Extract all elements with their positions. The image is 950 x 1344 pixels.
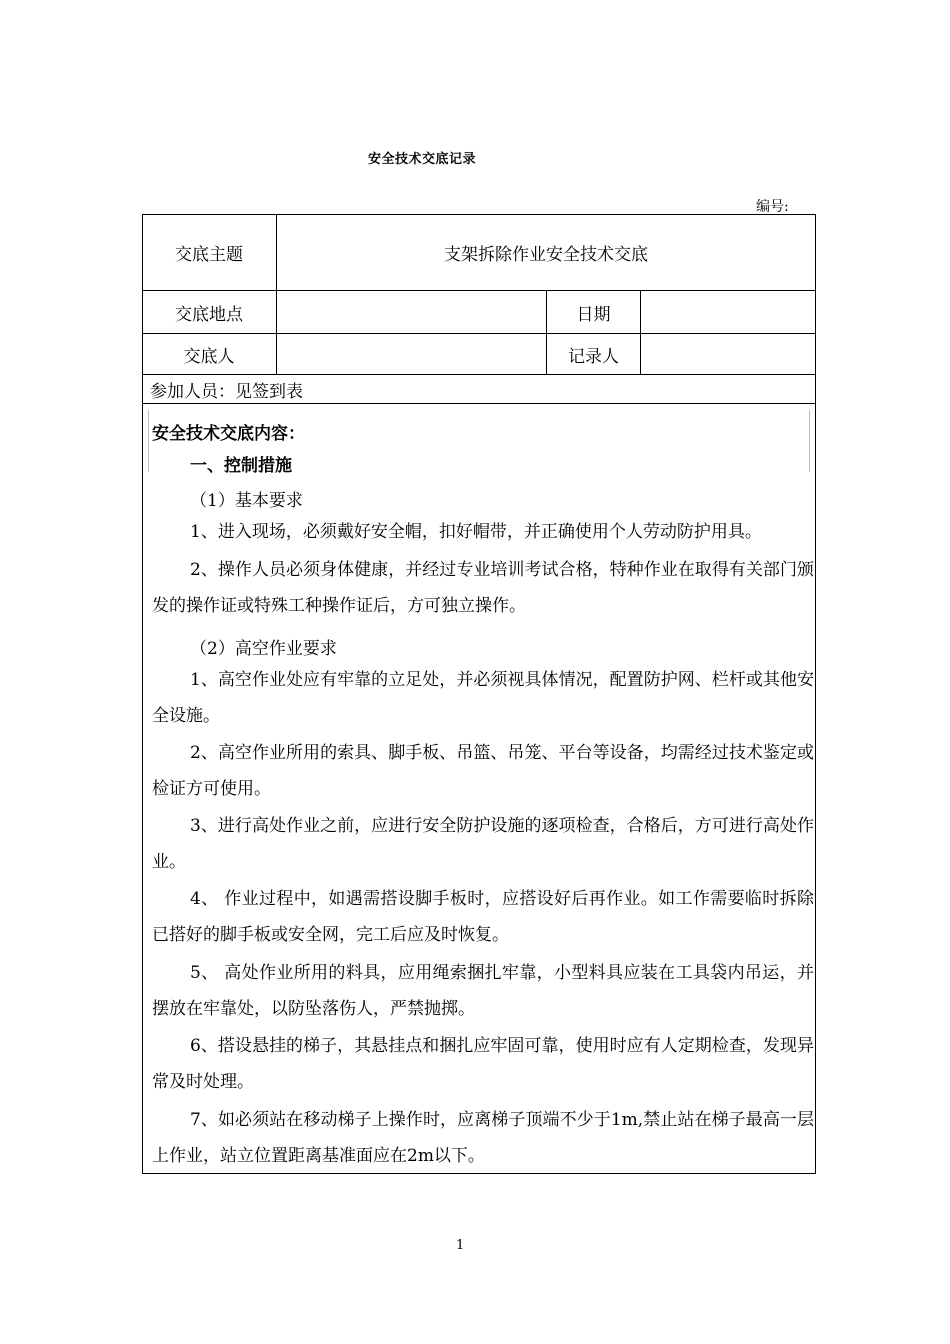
list-item: 5、 高处作业所用的料具，应用绳索捆扎牢靠，小型料具应装在工具袋内吊运，并摆放在牢靠处，以防坠落伤人，严禁抛掷。 — [152, 963, 814, 1019]
list-item: 3、进行高处作业之前，应进行安全防护设施的逐项检查，合格后，方可进行高处作业。 — [152, 816, 814, 872]
participants-line: 参加人员：见签到表 — [150, 381, 303, 402]
table-row-divider — [142, 403, 816, 404]
list-item: 2、高空作业所用的索具、脚手板、吊篮、吊笼、平台等设备，均需经过技术鉴定或检证方可使用。 — [152, 743, 814, 799]
list-item: 2、操作人员必须身体健康，并经过专业培训考试合格，特种作业在取得有关部门颁发的操作证或特殊工种操作证后，方可独立操作。 — [152, 560, 814, 616]
section-heading-control-measures: 一、控制措施 — [190, 456, 292, 476]
list-item: 1、进入现场，必须戴好安全帽，扣好帽带，并正确使用个人劳动防护用具。 — [190, 522, 762, 542]
recorder-value[interactable] — [641, 334, 815, 374]
subsection-high-altitude-requirements: （2）高空作业要求 — [190, 639, 337, 659]
document-title: 安全技术交底记录 — [368, 152, 477, 167]
document-number-label: 编号: — [756, 199, 789, 215]
location-value[interactable] — [277, 291, 546, 333]
list-item: 4、 作业过程中，如遇需搭设脚手板时，应搭设好后再作业。如工作需要临时拆除已搭好的脚手板或安全网，完工后应及时恢复。 — [152, 889, 814, 945]
content-heading: 安全技术交底内容： — [152, 424, 305, 444]
date-label: 日期 — [576, 304, 611, 325]
recorder-label: 记录人 — [568, 346, 619, 367]
topic-value: 支架拆除作业安全技术交底 — [444, 244, 648, 265]
date-value[interactable] — [641, 291, 815, 333]
subsection-basic-requirements: （1）基本要求 — [190, 491, 303, 511]
topic-label: 交底主题 — [175, 244, 243, 265]
page-number: 1 — [456, 1238, 465, 1253]
presenter-label: 交底人 — [183, 346, 235, 367]
location-label: 交底地点 — [175, 304, 243, 325]
presenter-value[interactable] — [277, 334, 546, 374]
list-item: 7、如必须站在移动梯子上操作时，应离梯子顶端不少于1m,禁止站在梯子最高一层上作业，站立位置距离基准面应在2m以下。 — [152, 1110, 814, 1166]
list-item: 6、搭设悬挂的梯子，其悬挂点和捆扎应牢固可靠，使用时应有人定期检查，发现异常及时处理。 — [152, 1036, 814, 1092]
list-item: 1、高空作业处应有牢靠的立足处，并必须视具体情况，配置防护网、栏杆或其他安全设施。 — [152, 670, 814, 726]
